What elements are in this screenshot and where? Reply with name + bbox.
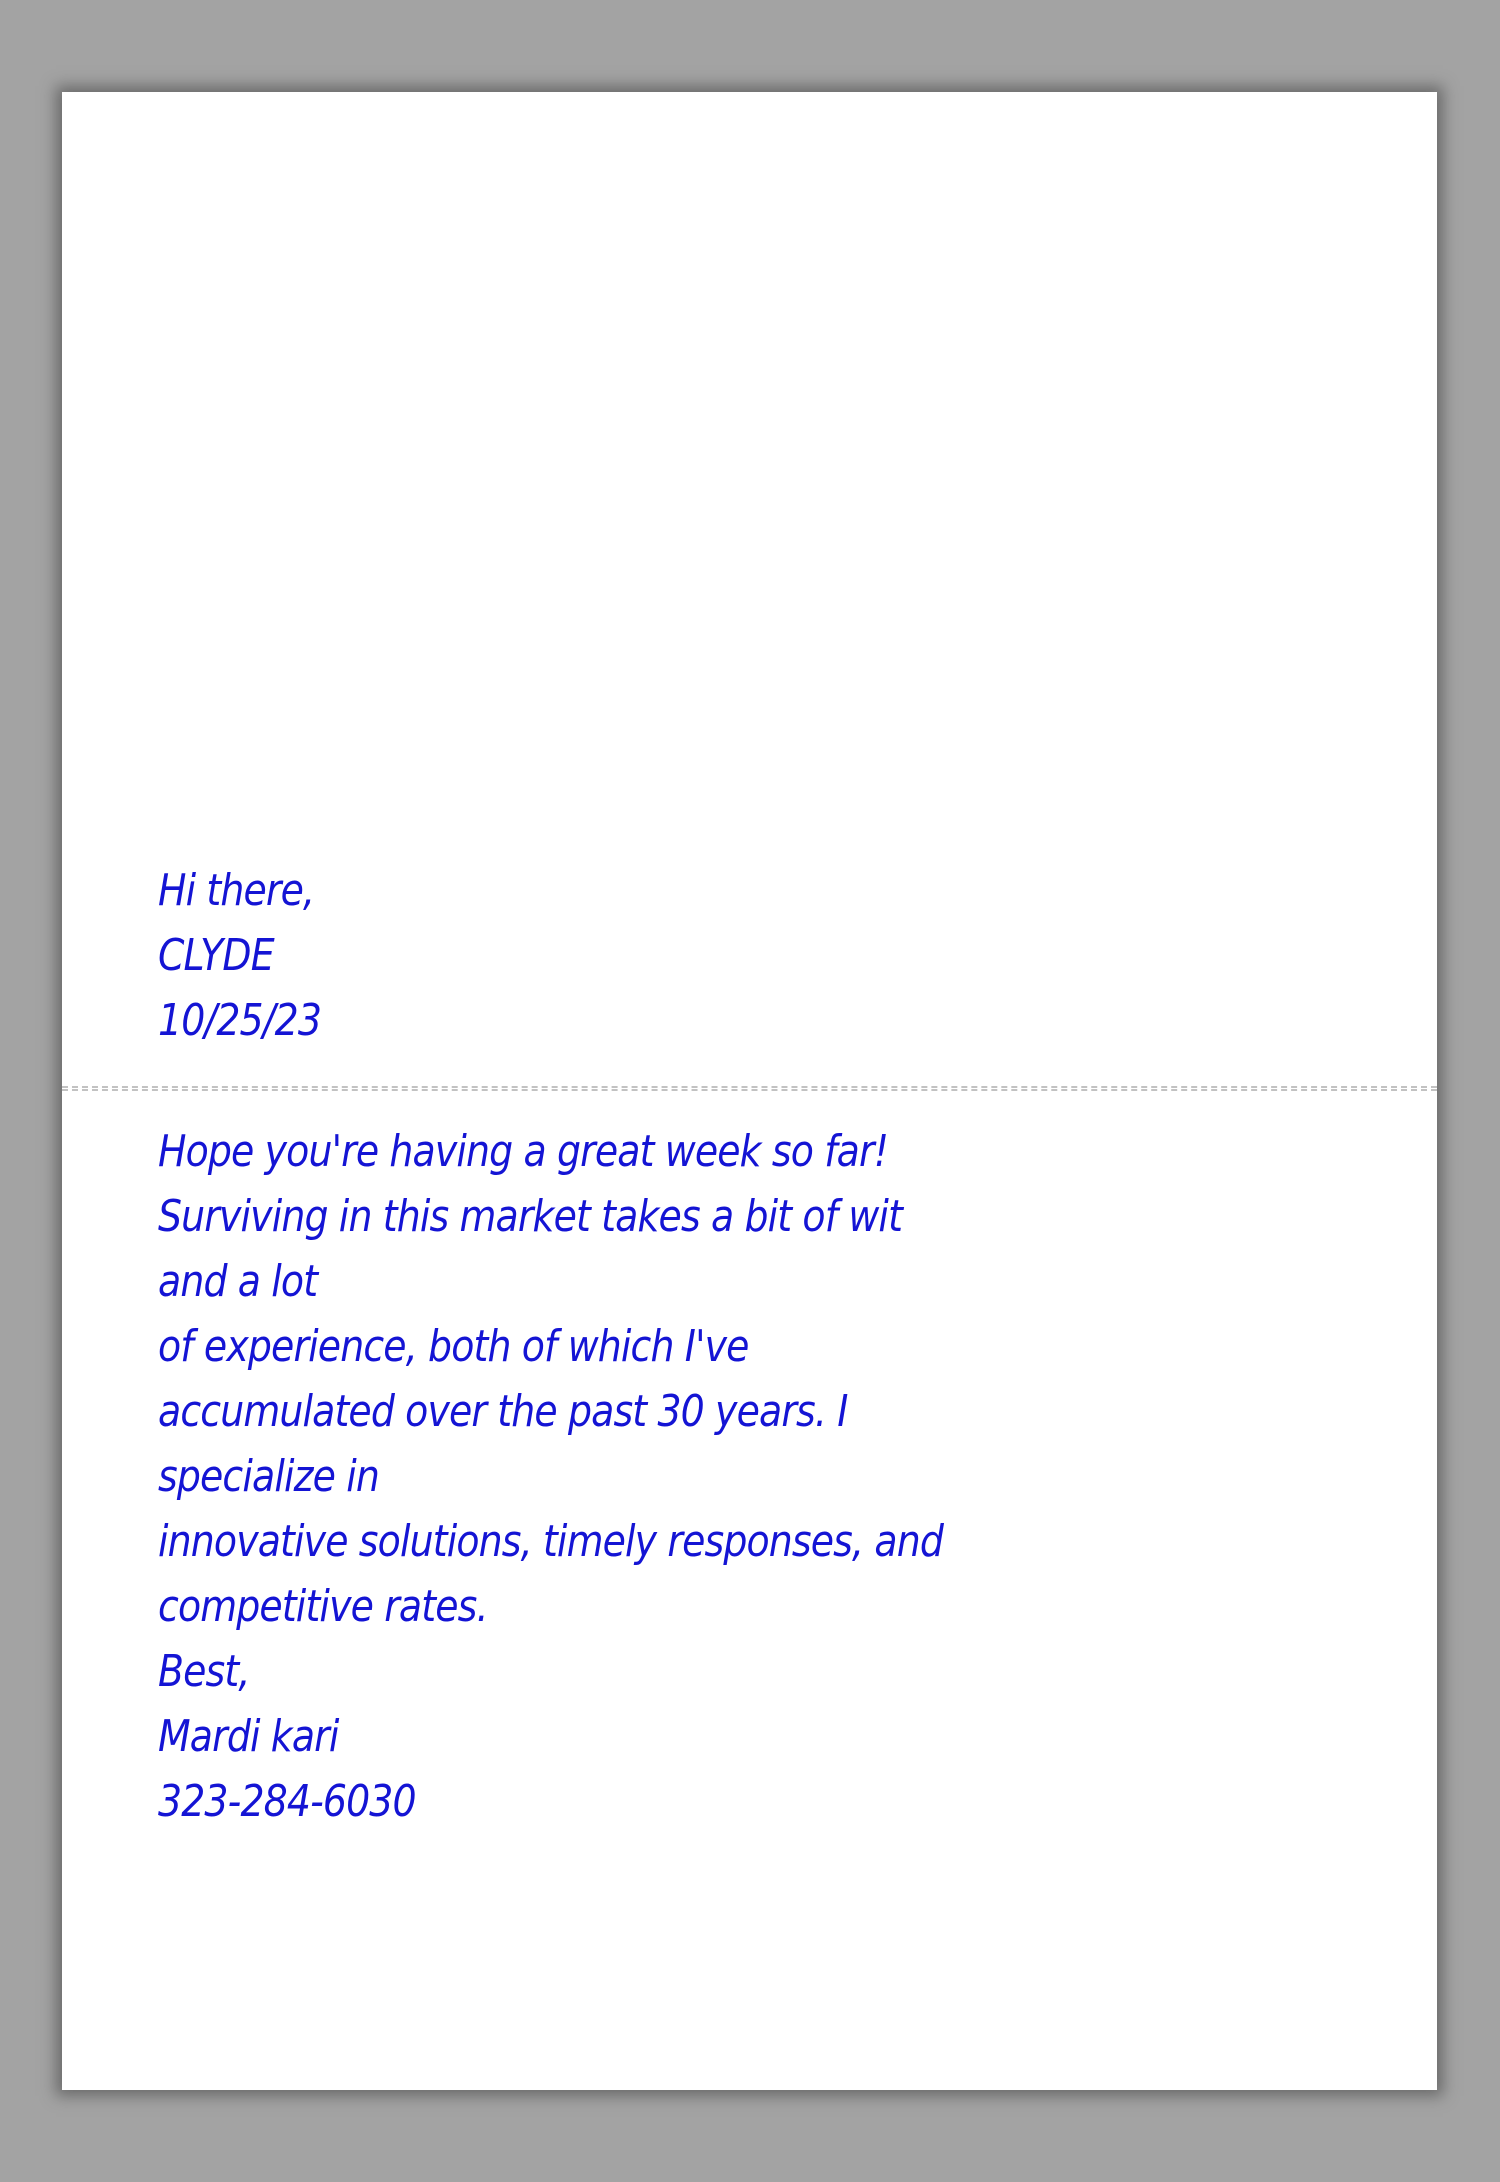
greeting-block — [158, 858, 321, 1053]
message-line: Hope you're having a great week so far! — [158, 1126, 889, 1177]
date: 10/25/23 — [158, 995, 322, 1046]
message-line: and a lot — [158, 1256, 318, 1307]
message-line: innovative solutions, timely responses, and — [158, 1516, 943, 1567]
closing: Best, — [158, 1646, 250, 1697]
message-block — [158, 1119, 943, 1834]
message-line: accumulated over the past 30 years. I — [158, 1386, 848, 1437]
recipient-name: CLYDE — [158, 930, 274, 981]
message-line: competitive rates. — [158, 1581, 488, 1632]
message-line: specialize in — [158, 1451, 380, 1502]
card-page — [62, 92, 1437, 2090]
salutation: Hi there, — [158, 865, 315, 916]
fold-line — [62, 1086, 1437, 1091]
phone-number: 323-284-6030 — [158, 1776, 416, 1827]
signature-name: Mardi kari — [158, 1711, 339, 1762]
message-line: Surviving in this market takes a bit of wit — [158, 1191, 903, 1242]
message-line: of experience, both of which I've — [158, 1321, 749, 1372]
